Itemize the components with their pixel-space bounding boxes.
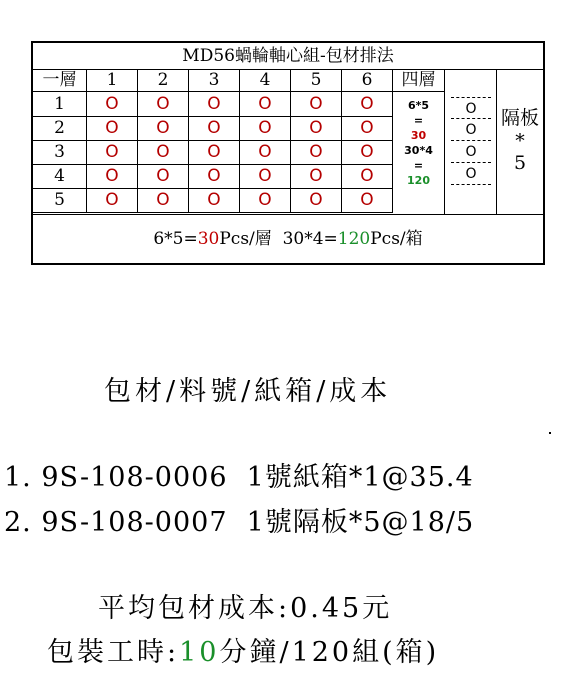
four-layers-column	[393, 69, 445, 214]
slot-mark: O	[342, 116, 393, 140]
slot-mark: O	[189, 140, 240, 164]
column-header: 6	[342, 69, 393, 91]
divider-slot: O	[451, 119, 491, 141]
slot-mark: O	[138, 164, 189, 188]
slot-mark: O	[291, 92, 342, 116]
formula-part1: 6*5	[407, 99, 430, 112]
divider-slots-column	[445, 69, 497, 214]
slot-mark: O	[138, 116, 189, 140]
slot-mark: O	[240, 188, 291, 212]
divider-count: 5	[513, 152, 527, 174]
labor-minutes: 10	[179, 637, 220, 668]
table-row	[33, 140, 393, 165]
four-layers-header: 四層	[393, 69, 444, 92]
slot-mark: O	[291, 164, 342, 188]
formula-val2: 120	[407, 174, 430, 187]
packing-layout-table	[31, 41, 545, 265]
labor-pre: 包裝工時:	[47, 637, 180, 668]
material-item-2: 2. 9S-108-0007 1號隔板*5@18/5	[4, 507, 475, 538]
formula-eq1: =	[413, 114, 424, 127]
row-label: 1	[33, 92, 87, 116]
slot-mark: O	[342, 92, 393, 116]
row-label: 3	[33, 140, 87, 164]
slot-mark: O	[87, 188, 138, 212]
slot-mark: O	[189, 188, 240, 212]
divider-slot: O	[451, 141, 491, 163]
footer-mid: Pcs/層 30*4=	[219, 229, 338, 249]
table-row	[33, 92, 393, 117]
footer-pcs-box: 120	[337, 229, 371, 249]
table-row	[33, 188, 393, 213]
divider-slot: O	[451, 163, 491, 185]
slot-mark: O	[87, 92, 138, 116]
slot-mark: O	[240, 164, 291, 188]
slot-mark: O	[138, 92, 189, 116]
slot-mark: O	[87, 140, 138, 164]
divider-times: *	[515, 130, 525, 152]
formula-eq2: =	[413, 159, 424, 172]
column-header: 1	[87, 69, 138, 91]
slot-mark: O	[291, 188, 342, 212]
footer-post: Pcs/箱	[370, 229, 423, 249]
divider-label: 隔板	[500, 107, 539, 129]
table-footer	[33, 214, 543, 264]
formula-val1: 30	[410, 129, 427, 142]
slot-mark: O	[138, 188, 189, 212]
table-row	[33, 116, 393, 141]
slot-mark: O	[291, 140, 342, 164]
slot-mark: O	[342, 140, 393, 164]
slot-mark: O	[87, 164, 138, 188]
slot-mark: O	[342, 164, 393, 188]
average-cost: 平均包材成本:0.45元	[98, 593, 393, 624]
table-header-row	[33, 69, 393, 92]
table-row	[33, 164, 393, 189]
divider-slot: O	[451, 97, 491, 119]
table-title: MD56蝸輪軸心組-包材排法	[33, 43, 543, 70]
divider-column	[497, 69, 543, 214]
labor-post: 分鐘/120組(箱)	[219, 637, 440, 668]
slot-mark: O	[189, 164, 240, 188]
column-header: 3	[189, 69, 240, 91]
layer-header: 一層	[33, 69, 87, 91]
packing-heading: 包材/料號/紙箱/成本	[104, 376, 392, 407]
slot-mark: O	[291, 116, 342, 140]
row-label: 4	[33, 164, 87, 188]
slot-mark: O	[240, 92, 291, 116]
slot-mark: O	[342, 188, 393, 212]
column-header: 2	[138, 69, 189, 91]
material-item-1: 1. 9S-108-0006 1號紙箱*1@35.4	[4, 462, 474, 493]
slot-mark: O	[240, 140, 291, 164]
slot-mark: O	[189, 92, 240, 116]
labor-time	[47, 630, 439, 669]
formula-part2: 30*4	[404, 144, 433, 157]
layer-formula	[393, 92, 444, 188]
column-header: 4	[240, 69, 291, 91]
slot-mark: O	[240, 116, 291, 140]
slot-mark: O	[87, 116, 138, 140]
slot-mark: O	[138, 140, 189, 164]
stray-dot	[549, 432, 551, 434]
slot-mark: O	[189, 116, 240, 140]
footer-pre: 6*5=	[153, 229, 198, 249]
row-label: 5	[33, 188, 87, 212]
row-label: 2	[33, 116, 87, 140]
footer-pcs-layer: 30	[197, 229, 220, 249]
column-header: 5	[291, 69, 342, 91]
